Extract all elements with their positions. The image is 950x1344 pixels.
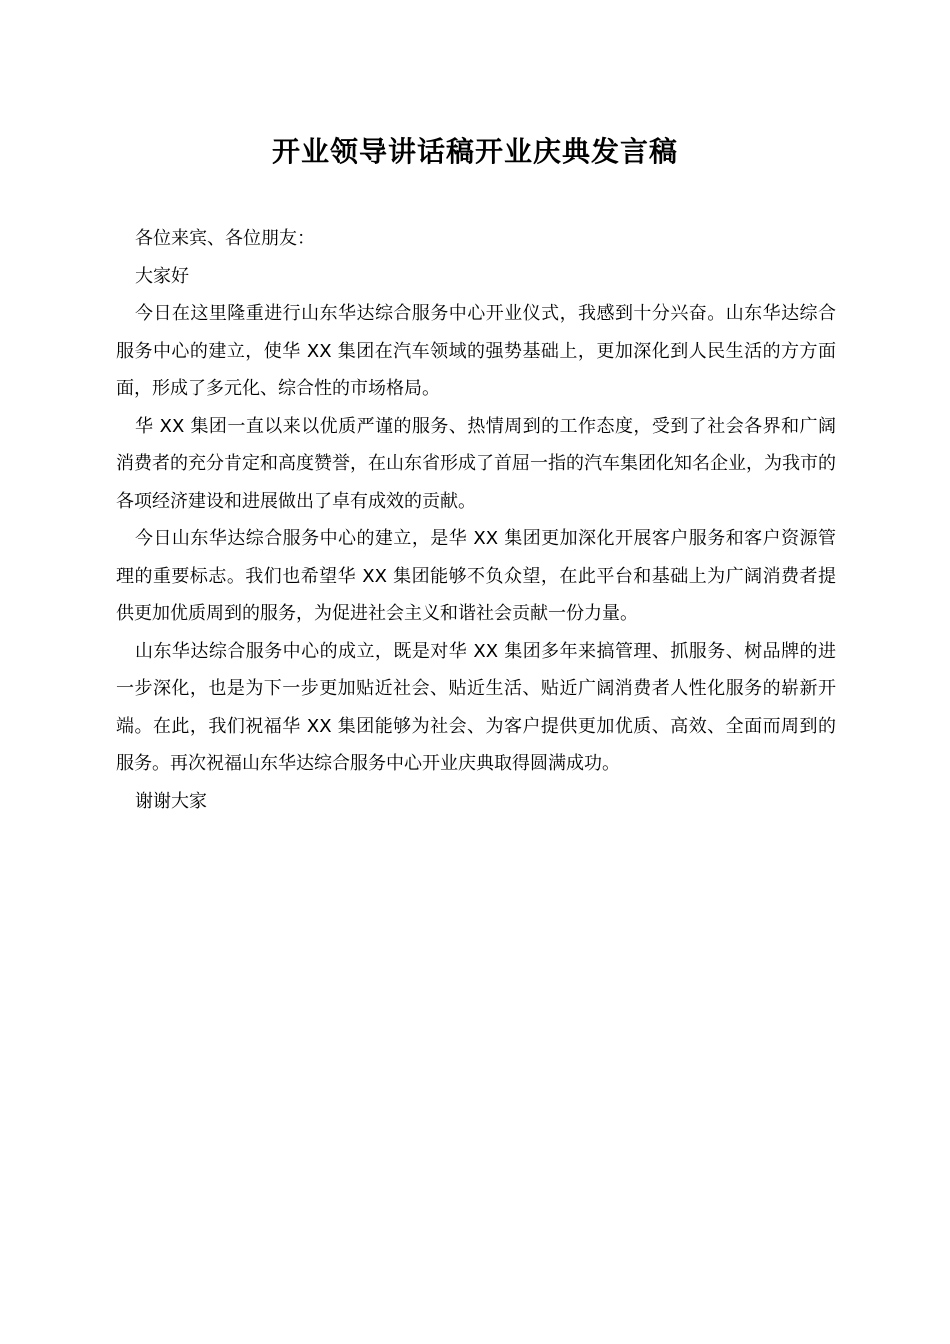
- document-title: 开业领导讲话稿开业庆典发言稿: [271, 135, 678, 168]
- body-paragraph: 山东华达综合服务中心的成立，既是对华 XX 集团多年来搞管理、抓服务、树品牌的进一步深化，也是为下一步更加贴近社会、贴近生活、贴近广阔消费者人性化服务的崭新开端。在此，我们祝福华 XX 集团能够为社会、为客户提供更加优质、高效、全面而周到的服务。再次祝福山东华达综合服务中心开业庆典取得圆满成功。: [116, 640, 836, 774]
- greeting: 大家好: [135, 265, 189, 287]
- body-paragraph: 华 XX 集团一直以来以优质严谨的服务、热情周到的工作态度，受到了社会各界和广阔消费者的充分肯定和高度赞誉，在山东省形成了首屈一指的汽车集团化知名企业，为我市的各项经济建设和进展做出了卓有成效的贡献。: [116, 415, 836, 512]
- document-body: [116, 220, 836, 820]
- body-paragraph: 今日在这里隆重进行山东华达综合服务中心开业仪式，我感到十分兴奋。山东华达综合服务中心的建立，使华 XX 集团在汽车领域的强势基础上，更加深化到人民生活的方方面面，形成了多元化、综合性的市场格局。: [116, 303, 836, 399]
- body-paragraph: 今日山东华达综合服务中心的建立，是华 XX 集团更加深化开展客户服务和客户资源管理的重要标志。我们也希望华 XX 集团能够不负众望，在此平台和基础上为广阔消费者提供更加优质周到的服务，为促进社会主义和谐社会贡献一份力量。: [116, 528, 836, 624]
- closing: 谢谢大家: [135, 790, 207, 812]
- salutation: 各位来宾、各位朋友：: [135, 228, 315, 249]
